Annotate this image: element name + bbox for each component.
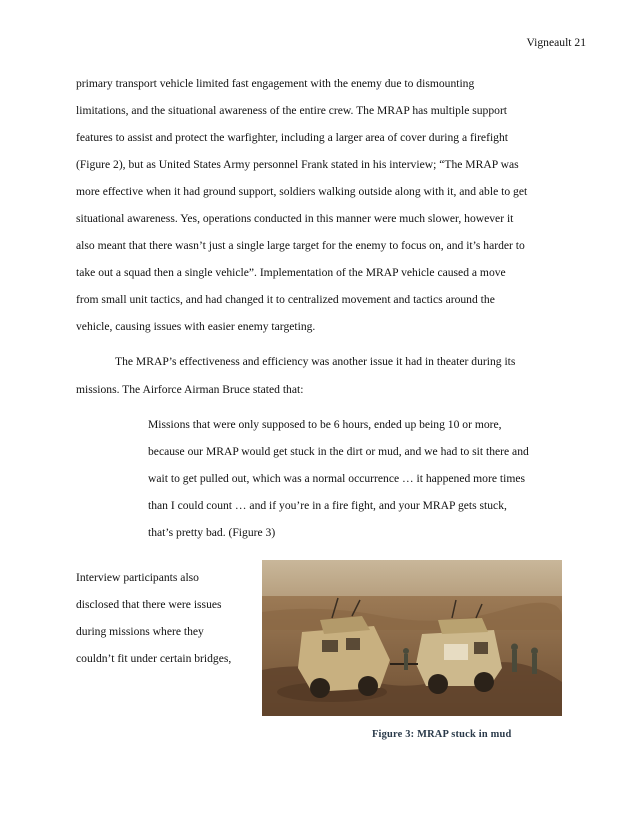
text-line: limitations, and the situational awareness of the entire crew. The MRAP has multiple support <box>76 104 508 117</box>
quote-line: than I could count … and if you’re in a fire fight, and your MRAP gets stuck, <box>148 499 507 512</box>
quote-line: because our MRAP would get stuck in the dirt or mud, and we had to sit there and <box>148 445 529 458</box>
text-line: The MRAP’s effectiveness and efficiency was another issue it had in theater during its <box>115 355 516 368</box>
page-number-header: Vigneault 21 <box>526 36 586 49</box>
text-line: missions. The Airforce Airman Bruce stated that: <box>76 383 304 396</box>
text-line: take out a squad then a single vehicle”. Implementation of the MRAP vehicle caused a move <box>76 266 506 279</box>
quote-line: wait to get pulled out, which was a normal occurrence … it happened more times <box>148 472 526 485</box>
text-line: during missions where they <box>76 625 204 638</box>
quote-line: that’s pretty bad. (Figure 3) <box>148 526 276 539</box>
text-line: vehicle, causing issues with easier enemy targeting. <box>76 320 316 333</box>
text-line: also meant that there wasn’t just a single large target for the enemy to focus on, and it’s harder to <box>76 239 525 252</box>
quote-line: Missions that were only supposed to be 6 hours, ended up being 10 or more, <box>148 418 502 431</box>
text-line: more effective when it had ground support, soldiers walking outside along with it, and able to get <box>76 185 528 198</box>
text-line: from small unit tactics, and had changed it to centralized movement and tactics around the <box>76 293 495 306</box>
text-line: primary transport vehicle limited fast engagement with the enemy due to dismounting <box>76 77 475 90</box>
text-line: situational awareness. Yes, operations conducted in this manner were much slower, however it <box>76 212 514 225</box>
text-line: disclosed that there were issues <box>76 598 222 611</box>
figure-caption: Figure 3: MRAP stuck in mud <box>372 729 512 740</box>
text-line: features to assist and protect the warfighter, including a larger area of cover during a firefight <box>76 131 508 144</box>
text-line: couldn’t fit under certain bridges, <box>76 652 232 665</box>
figure-3-photo <box>262 560 562 716</box>
text-line: (Figure 2), but as United States Army personnel Frank stated in his interview; “The MRAP was <box>76 158 519 171</box>
text-line: Interview participants also <box>76 571 199 584</box>
